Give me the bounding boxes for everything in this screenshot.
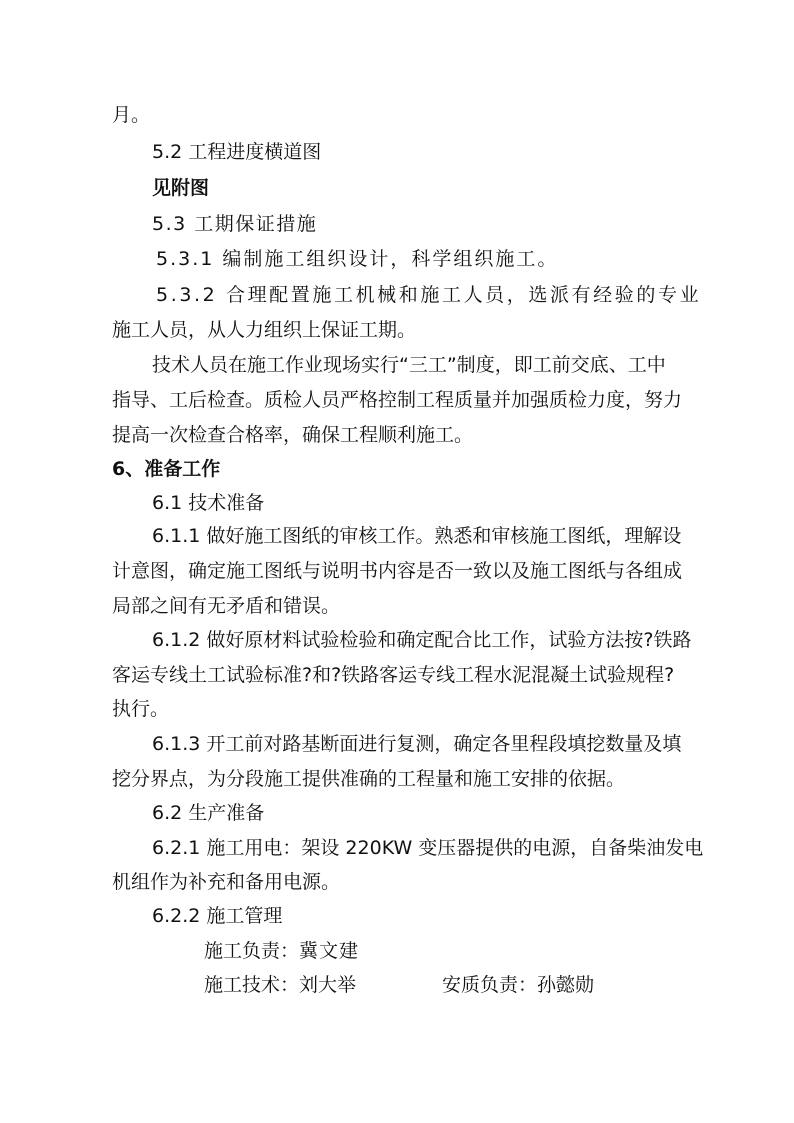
text-line: 计意图，确定施工图纸与说明书内容是否一致以及施工图纸与各组成 — [112, 560, 683, 582]
section-heading: 6.1 技术准备 — [152, 492, 265, 514]
management-lead — [204, 937, 359, 965]
text-line: 6.1.2 做好原材料试验检验和确定配合比工作，试验方法按?铁路 — [152, 629, 692, 651]
safety-name: 孙懿勋 — [537, 974, 595, 996]
tech-name: 刘大举 — [299, 974, 357, 996]
text-line: 执行。 — [112, 698, 170, 720]
safety-label: 安质负责： — [442, 974, 538, 996]
text-line: 挖分界点，为分段施工提供准确的工程量和施工安排的依据。 — [112, 768, 626, 790]
section-heading: 6.2 生产准备 — [152, 802, 265, 824]
text-line: 施工人员，从人力组织上保证工期。 — [112, 319, 417, 341]
tech-label: 施工技术： — [204, 974, 300, 996]
text-line: 6.2.1 施工用电：架设 220KW 变压器提供的电源，自备柴油发电 — [152, 837, 704, 859]
text-line: 指导、工后检查。质检人员严格控制工程质量并加强质检力度，努力 — [112, 389, 683, 411]
section-heading: 5.2 工程进度横道图 — [152, 141, 322, 163]
management-safety — [442, 971, 594, 999]
text-line: 6.1.3 开工前对路基断面进行复测，确定各里程段填挖数量及填 — [152, 733, 682, 755]
text-line: 5.3.2 合理配置施工机械和施工人员，选派有经验的专业 — [156, 284, 702, 306]
management-tech — [204, 971, 356, 999]
text-line: 技术人员在施工作业现场实行“三工”制度，即工前交底、工中 — [152, 354, 666, 376]
text-line: 机组作为补充和备用电源。 — [112, 871, 341, 893]
text-line: 客运专线土工试验标准?和?铁路客运专线工程水泥混凝土试验规程? — [112, 664, 675, 686]
section-heading: 6.2.2 施工管理 — [152, 905, 283, 927]
bold-note: 见附图 — [152, 177, 210, 199]
text-line: 提高一次检查合格率，确保工程顺利施工。 — [112, 424, 474, 446]
text-line: 局部之间有无矛盾和错误。 — [112, 595, 341, 617]
lead-label: 施工负责： — [204, 940, 300, 962]
chapter-heading: 6、准备工作 — [112, 458, 221, 480]
text-line: 5.3.1 编制施工组织设计，科学组织施工。 — [156, 248, 559, 270]
text-line: 6.1.1 做好施工图纸的审核工作。熟悉和审核施工图纸，理解设 — [152, 525, 682, 547]
lead-name: 冀文建 — [299, 940, 360, 962]
text-line: 月。 — [112, 104, 151, 126]
section-heading: 5.3 工期保证措施 — [152, 213, 318, 235]
